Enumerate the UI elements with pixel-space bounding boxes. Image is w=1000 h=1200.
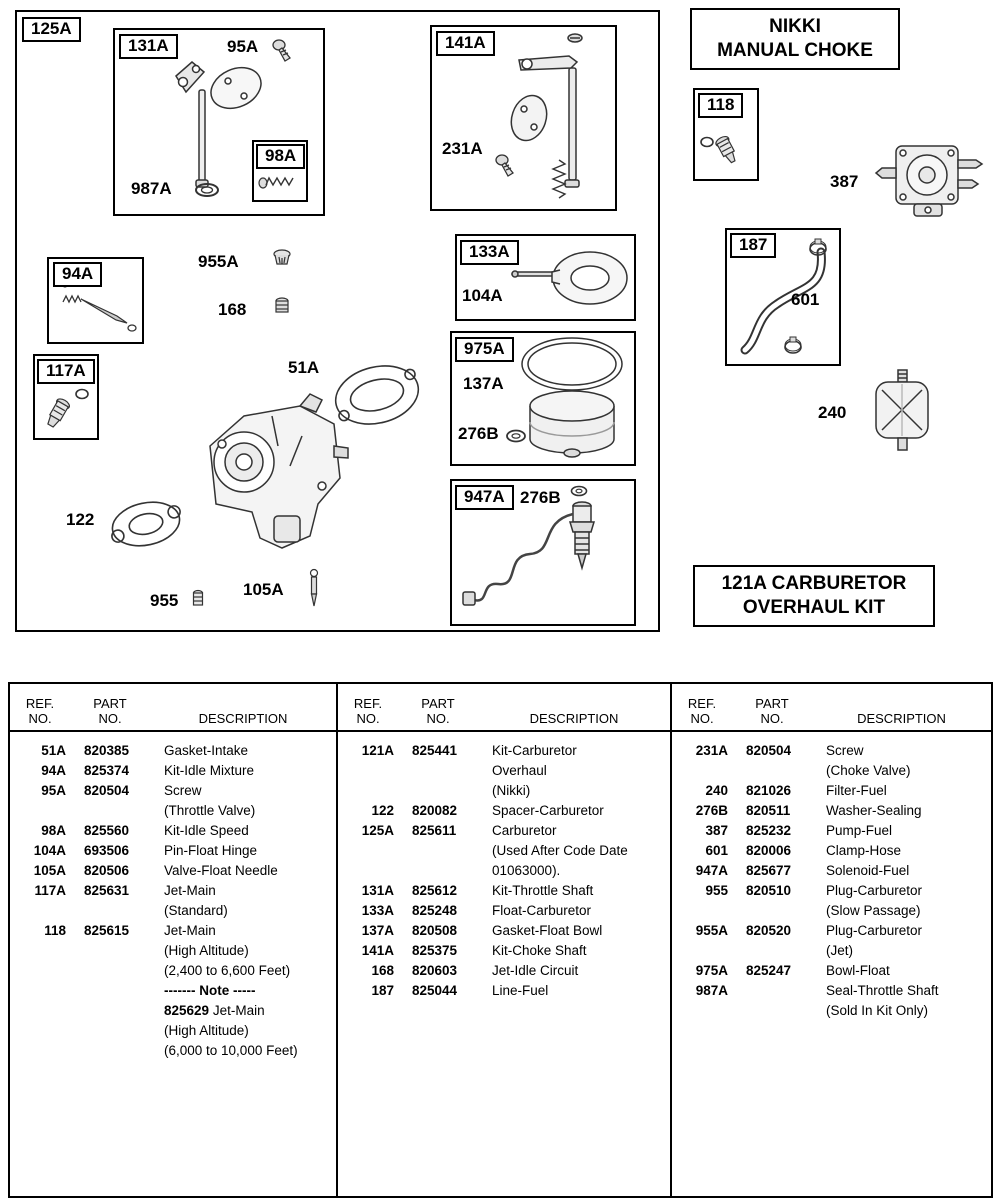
spacer-122-drawing: [102, 488, 190, 560]
description: [164, 861, 336, 881]
table-column-3: [672, 684, 991, 1196]
description-line: (2,400 to 6,600 Feet): [164, 963, 291, 978]
ref-no: 947A: [695, 863, 728, 878]
callout-240: 240: [818, 403, 847, 422]
callout-231A: 231A: [442, 139, 483, 158]
description: [164, 921, 336, 1061]
description-line: (Nikki): [492, 783, 531, 798]
description-line: Pin-Float Hinge: [164, 843, 258, 858]
fuel-pump-drawing: [856, 128, 998, 236]
table-row: [672, 741, 991, 781]
table-row: [10, 821, 336, 841]
callout-276B-b: 276B: [520, 488, 561, 507]
table-row: [10, 841, 336, 861]
carburetor-overhaul-kit-title: [693, 565, 935, 627]
description: [164, 741, 336, 761]
ref-no: 133A: [361, 903, 394, 918]
plug-955A-drawing: [271, 248, 293, 270]
description-line: Filter-Fuel: [826, 783, 887, 798]
description: [164, 821, 336, 841]
description: [826, 861, 991, 881]
callout-137A: 137A: [463, 374, 504, 393]
description-line: Kit-Idle Mixture: [164, 763, 255, 778]
description-line: Valve-Float Needle: [164, 863, 278, 878]
kit-title-line2: OVERHAUL KIT: [742, 597, 886, 618]
table-header: [338, 684, 670, 732]
callout-955A: 955A: [198, 252, 239, 271]
description-line: (Throttle Valve): [164, 803, 256, 818]
ref-no: 105A: [33, 863, 66, 878]
table-row: [672, 961, 991, 981]
plug-168-drawing: [273, 296, 291, 318]
float-133A-drawing: [510, 240, 630, 315]
description: [492, 901, 670, 921]
hose-clamp-bottom-drawing: [781, 336, 805, 356]
table-rows: [10, 732, 336, 1061]
part-no: 825612: [412, 883, 458, 898]
part-no: 820504: [84, 783, 130, 798]
callout-168: 168: [218, 300, 247, 319]
ref-no-header: REF. NO.: [687, 696, 717, 726]
callout-105A: 105A: [243, 580, 284, 599]
screw-95A-drawing: [271, 38, 295, 64]
ref-no: 137A: [361, 923, 394, 938]
table-row: [10, 881, 336, 921]
callout-601: 601: [791, 290, 820, 309]
seal-987A-drawing: [193, 182, 221, 198]
nikki-title-line2: MANUAL CHOKE: [717, 40, 873, 61]
plug-955-drawing: [191, 589, 205, 609]
table-row: [338, 941, 670, 961]
ref-no: 104A: [33, 843, 66, 858]
kit-title-line1: 121A CARBURETOR: [721, 573, 907, 594]
fuel-filter-drawing: [862, 368, 944, 456]
part-no: 821026: [746, 783, 792, 798]
nikki-title-line1: NIKKI: [769, 16, 821, 37]
description-line: Carburetor: [492, 823, 557, 838]
washer-276B-drawing: [504, 428, 528, 444]
ref-no: 94A: [41, 763, 66, 778]
table-header: [10, 684, 336, 732]
table-row: [672, 881, 991, 921]
description-line: Kit-Idle Speed: [164, 823, 249, 838]
table-row: [672, 841, 991, 861]
description-line: 01063000).: [492, 863, 561, 878]
description-line: Jet-Main: [164, 883, 216, 898]
description-line: Gasket-Intake: [164, 743, 249, 758]
description-line: Line-Fuel: [492, 983, 549, 998]
description: [164, 881, 336, 921]
callout-955: 955: [150, 591, 179, 610]
ref-no: 955A: [695, 923, 728, 938]
description-line: (Choke Valve): [826, 763, 911, 778]
description: [492, 941, 670, 961]
float-bowl-drawing: [512, 334, 632, 460]
description-line: Kit-Throttle Shaft: [492, 883, 594, 898]
ref-no: 117A: [34, 883, 66, 898]
description: [492, 981, 670, 1001]
ref-no: 125A: [361, 823, 394, 838]
description-line: Spacer-Carburetor: [492, 803, 604, 818]
part-no: 820603: [412, 963, 458, 978]
description-line: Gasket-Float Bowl: [492, 923, 603, 938]
part-no: 825248: [412, 903, 458, 918]
description-line: (Sold In Kit Only): [826, 1003, 929, 1018]
part-no: 820511: [746, 803, 791, 818]
ref-no: 231A: [695, 743, 728, 758]
ref-no: 240: [705, 783, 728, 798]
description-line: Float-Carburetor: [492, 903, 592, 918]
description: [826, 781, 991, 801]
table-row: [672, 981, 991, 1021]
description-line: Pump-Fuel: [826, 823, 893, 838]
description-line: Jet-Main: [164, 923, 216, 938]
description-line: (Slow Passage): [826, 903, 921, 918]
part-no: 825247: [746, 963, 792, 978]
table-row: [672, 821, 991, 841]
ref-no: 601: [705, 843, 728, 858]
table-row: [338, 921, 670, 941]
fuel-solenoid-drawing: [460, 492, 625, 622]
table-row: [338, 741, 670, 801]
ref-no: 975A: [695, 963, 728, 978]
description-line: Screw: [164, 783, 202, 798]
description: [826, 981, 991, 1021]
part-no: 825374: [84, 763, 130, 778]
description-line: Screw: [826, 743, 864, 758]
part-no: 825611: [412, 823, 457, 838]
callout-122: 122: [66, 510, 95, 529]
idle-speed-spring-drawing: [258, 172, 300, 194]
screw-231A-drawing: [494, 153, 518, 179]
choke-spring-drawing: [549, 158, 569, 202]
part-no: 825631: [84, 883, 130, 898]
part-no: 820508: [412, 923, 458, 938]
part-no: 820082: [412, 803, 458, 818]
ref-no: 955: [705, 883, 728, 898]
callout-box-125A: 125A: [22, 17, 81, 42]
callout-box-141A: 141A: [436, 31, 495, 56]
carburetor-drawing: [182, 386, 352, 566]
ref-no: 276B: [695, 803, 728, 818]
callout-box-94A: 94A: [53, 262, 102, 287]
description-header: DESCRIPTION: [198, 711, 288, 726]
hose-clamp-top-drawing: [806, 238, 830, 258]
description-header: DESCRIPTION: [857, 711, 946, 726]
description-line: (High Altitude): [164, 1023, 249, 1038]
description: [164, 841, 336, 861]
table-row: [672, 861, 991, 881]
callout-box-133A: 133A: [460, 240, 519, 265]
table-rows: [338, 732, 670, 1001]
part-no: 825232: [746, 823, 792, 838]
description: [826, 741, 991, 781]
jet-117A-drawing: [40, 382, 94, 436]
ref-no: 95A: [41, 783, 66, 798]
table-rows: [672, 732, 991, 1021]
table-row: [10, 861, 336, 881]
ref-no: 131A: [361, 883, 394, 898]
part-no: 825375: [412, 943, 458, 958]
description-line: Washer-Sealing: [826, 803, 922, 818]
callout-51A: 51A: [288, 358, 320, 377]
callout-box-118: 118: [698, 93, 743, 118]
nikki-manual-choke-title: [690, 8, 900, 70]
part-no: 825441: [412, 743, 458, 758]
description-line: Overhaul: [492, 763, 547, 778]
jet-118-drawing: [698, 126, 746, 174]
ref-no: 387: [705, 823, 728, 838]
callout-987A: 987A: [131, 179, 172, 198]
callout-box-98A: 98A: [256, 144, 305, 169]
ref-no: 141A: [361, 943, 394, 958]
description-line: (High Altitude): [164, 943, 249, 958]
description-line: Clamp-Hose: [826, 843, 902, 858]
description: [164, 761, 336, 781]
table-row: [338, 801, 670, 821]
ref-no: 118: [44, 923, 66, 938]
table-row: [10, 761, 336, 781]
part-no: 820385: [84, 743, 130, 758]
table-column-1: [10, 684, 338, 1196]
part-no: 820006: [746, 843, 792, 858]
description: [826, 961, 991, 981]
description: [492, 801, 670, 821]
table-row: [10, 921, 336, 1061]
description: [826, 821, 991, 841]
description-line: Kit-Carburetor: [492, 743, 577, 758]
throttle-shaft-drawing: [158, 48, 273, 198]
description: [826, 921, 991, 961]
float-needle-105A-drawing: [306, 568, 322, 610]
description: [164, 781, 336, 821]
description: [492, 961, 670, 981]
callout-box-131A: 131A: [119, 34, 178, 59]
callout-387: 387: [830, 172, 859, 191]
table-row: [338, 981, 670, 1001]
part-no-header: PART NO.: [93, 696, 127, 726]
part-no: 820520: [746, 923, 792, 938]
ref-no: 187: [371, 983, 394, 998]
table-row: [338, 901, 670, 921]
description: [492, 821, 670, 881]
callout-box-117A: 117A: [37, 359, 95, 384]
part-no: 825615: [84, 923, 130, 938]
description-header: DESCRIPTION: [529, 711, 619, 726]
part-no: 820510: [746, 883, 792, 898]
ref-no: 168: [371, 963, 394, 978]
part-no: 693506: [84, 843, 130, 858]
ref-no: 987A: [695, 983, 728, 998]
table-row: [672, 781, 991, 801]
description: [826, 841, 991, 861]
description: [826, 881, 991, 921]
table-column-2: [338, 684, 672, 1196]
description-line: 825629 Jet-Main: [164, 1003, 265, 1018]
callout-276B-a: 276B: [458, 424, 499, 443]
callout-box-947A: 947A: [455, 485, 514, 510]
ref-no: 98A: [41, 823, 66, 838]
description-line: Plug-Carburetor: [826, 923, 923, 938]
description: [492, 881, 670, 901]
table-row: [672, 801, 991, 821]
table-row: [338, 881, 670, 901]
description-line: Solenoid-Fuel: [826, 863, 910, 878]
description: [826, 801, 991, 821]
ref-no: 51A: [41, 743, 66, 758]
part-no: 825044: [412, 983, 458, 998]
description: [492, 921, 670, 941]
ref-no: 121A: [361, 743, 394, 758]
description-line: ------- Note -----: [164, 983, 256, 998]
part-no-header: PART NO.: [421, 696, 455, 726]
description-line: Plug-Carburetor: [826, 883, 923, 898]
part-no: [746, 981, 816, 1021]
description-line: Seal-Throttle Shaft: [826, 983, 939, 998]
table-header: [672, 684, 991, 732]
parts-table: [8, 682, 993, 1198]
ref-no-header: REF. NO.: [353, 696, 383, 726]
description-line: (Used After Code Date: [492, 843, 628, 858]
callout-box-975A: 975A: [455, 337, 514, 362]
ref-no-header: REF. NO.: [25, 696, 55, 726]
description-line: (Standard): [164, 903, 228, 918]
ref-no: 122: [371, 803, 394, 818]
callout-95A: 95A: [227, 37, 259, 56]
description-line: (Jet): [826, 943, 853, 958]
table-row: [338, 961, 670, 981]
description: [492, 741, 670, 801]
description-line: Kit-Choke Shaft: [492, 943, 587, 958]
description-line: Bowl-Float: [826, 963, 890, 978]
table-row: [10, 741, 336, 761]
description-line: (6,000 to 10,000 Feet): [164, 1043, 298, 1058]
table-row: [338, 821, 670, 881]
callout-104A: 104A: [462, 286, 503, 305]
part-no: 820506: [84, 863, 130, 878]
part-no: 825560: [84, 823, 130, 838]
table-row: [672, 921, 991, 961]
part-no: 825677: [746, 863, 792, 878]
part-no-header: PART NO.: [755, 696, 789, 726]
washer-276B-b-drawing: [569, 484, 589, 498]
table-row: [10, 781, 336, 821]
part-no: 820504: [746, 743, 792, 758]
description-line: Jet-Idle Circuit: [492, 963, 579, 978]
callout-box-187: 187: [730, 233, 776, 258]
